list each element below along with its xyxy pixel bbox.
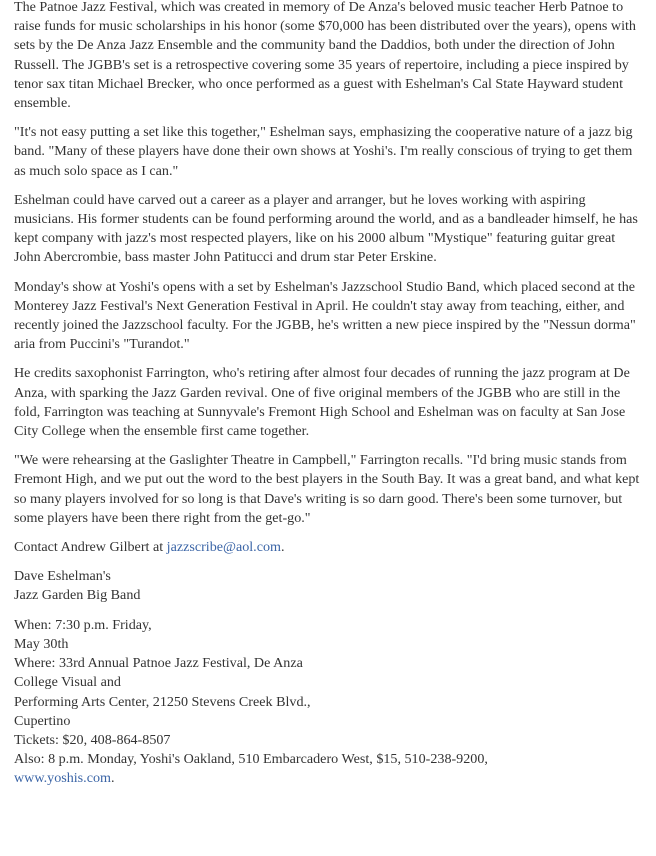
also-line: Also: 8 p.m. Monday, Yoshi's Oakland, 510 Embarcadero West, $15, 510-238-9200, <box>14 751 488 768</box>
band-name-line2: Jazz Garden Big Band <box>14 587 141 604</box>
paragraph-quote-eshelman: "It's not easy putting a set like this together," Eshelman says, emphasizing the cooperative nature of a jazz big band. "Many of these players have done their own shows at Yoshi's. I'm really conscious of trying to get them as much solo space as I can." <box>14 124 633 179</box>
website-line <box>14 769 642 788</box>
paragraph-yoshis-show: Monday's show at Yoshi's opens with a set by Eshelman's Jazzschool Studio Band, which placed second at the Monterey Jazz Festival's Next Generation Festival in April. He couldn't stay away from teaching, either, and recently joined the Jazzschool faculty. For the JGBB, he's written a new piece inspired by the "Nessun dorma" aria from Puccini's "Turandot." <box>14 278 636 353</box>
tickets-line: Tickets: $20, 408-864-8507 <box>14 731 171 748</box>
contact-email-link[interactable]: jazzscribe@aol.com <box>166 539 281 556</box>
where-line4: Cupertino <box>14 712 71 729</box>
band-name-line1: Dave Eshelman's <box>14 568 111 585</box>
where-line3: Performing Arts Center, 21250 Stevens Creek Blvd., <box>14 693 311 710</box>
band-name <box>14 567 642 605</box>
contact-prefix: Contact Andrew Gilbert at <box>14 539 167 556</box>
contact-suffix: . <box>280 539 285 556</box>
when-line2: May 30th <box>14 635 69 652</box>
where-line1: Where: 33rd Annual Patnoe Jazz Festival, De Anza <box>14 655 303 672</box>
website-link[interactable]: www.yoshis.com <box>14 770 111 787</box>
contact-line <box>14 538 642 557</box>
where-line2: College Visual and <box>14 674 121 691</box>
paragraph-farrington: He credits saxophonist Farrington, who's retiring after almost four decades of running the jazz program at De Anza, with sparking the Jazz Garden revival. One of five original members of the JGBB who are still in the fold, Farrington was teaching at Sunnyvale's Fremont High School and Eshelman was on faculty at San Jose City College when the ensemble first came together. <box>14 365 630 440</box>
paragraph-quote-farrington: "We were rehearsing at the Gaslighter Theatre in Campbell," Farrington recalls. "I'd bring music stands from Fremont High, and we put out the word to the best players in the South Bay. It was a great band, and what kept so many players involved for so long is that Dave's writing is so darn good. There's been some turnover, but some players have been there right from the get-go." <box>14 452 640 526</box>
event-details <box>14 616 642 789</box>
paragraph-festival: The Patnoe Jazz Festival, which was created in memory of De Anza's beloved music teacher Herb Patnoe to raise funds for music scholarships in his honor (some $70,000 has been distributed over the years), opens with sets by the De Anza Jazz Ensemble and the community band the Daddios, both under the direction of John Russell. The JGBB's set is a retrospective covering some 35 years of repertoire, including a piece inspired by tenor sax titan Michael Brecker, who once performed as a guest with Eshelman's Cal State Hayward student ensemble. <box>14 0 636 112</box>
when-line1: When: 7:30 p.m. Friday, <box>14 616 152 633</box>
paragraph-career: Eshelman could have carved out a career as a player and arranger, but he loves working with aspiring musicians. His former students can be found performing around the world, and as a bandleader himself, he has kept company with jazz's most respected players, like on his 2000 album "Mystique" featuring guitar great John Abercrombie, bass master John Patitucci and drum star Peter Erskine. <box>14 191 638 266</box>
website-suffix: . <box>110 770 115 787</box>
